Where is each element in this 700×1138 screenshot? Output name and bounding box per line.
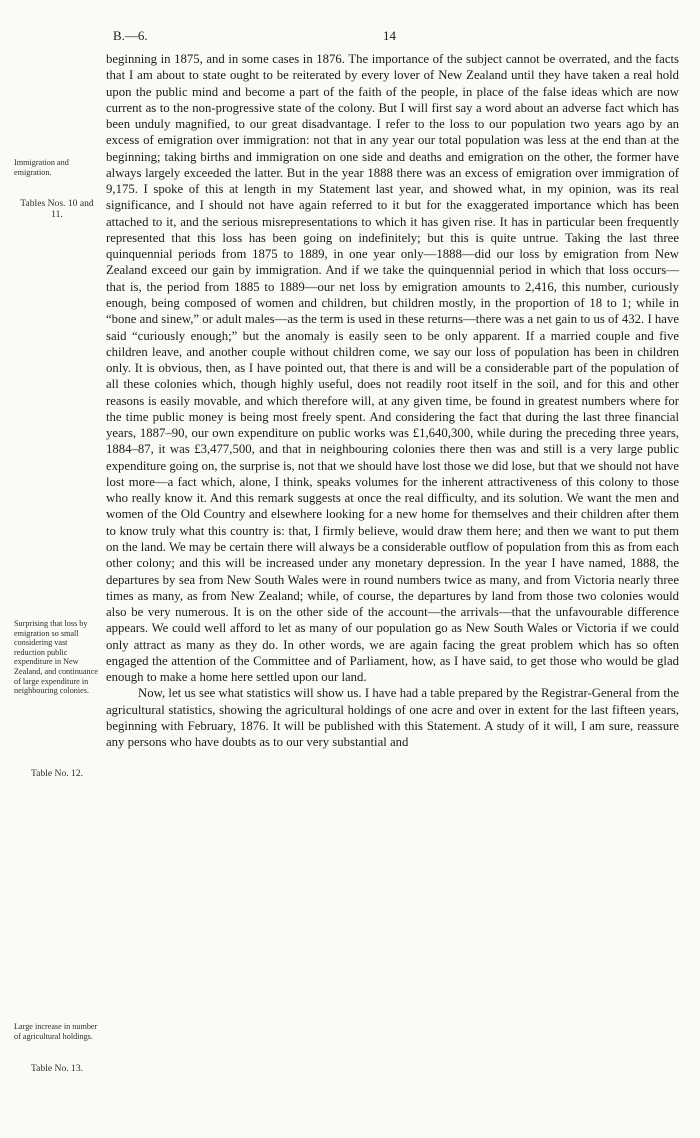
sidenote-table-13: Table No. 13. [30,1063,84,1074]
page-number: 14 [383,28,396,43]
paragraph-emigration: beginning in 1875, and in some cases in 1876. The importance of the subject cannot be overrated, and the facts that I am about to state ought to be reiterated by every lover of New Zealand until they have taken a real hold upon the public mind and become a part of the faith of the people, in place of the false ideas which are now current as to the non-progressive state of the colony. But I will first say a word about an adverse fact which has been unduly magnified, to our great disadvantage. I refer to the loss to our population two years ago by an excess of emigration over immigration: not that in any year our total population was less at the end than at the beginning; taking births and immigration on one side and deaths and emigration on the other, the former have always largely exceeded the latter. But in the year 1888 there was an excess of emigration over immigration of 9,175. I spoke of this at length in my Statement last year, and showed what, in my opinion, was its real significance, and I should not have again referred to it but for the exaggerated importance which has been attached to it, and the serious misrepresentations to which it has given rise. It has in particular been frequently represented that this loss has been going on indefinitely; but this is quite untrue. Taking the last three quinquennial periods from 1875 to 1889, in one year only—1888—did our loss by emigration from New Zealand exceed our gain by immigration. And if we take the quinquennial period in which that loss occurs—that is, the period from 1885 to 1889—our net loss by emigration amounts to 2,416, this number, curiously enough, being composed of women and children, but children mostly, in the proportion of 18 to 1; while in “bone and sinew,” or adult males—as the term is used in these returns—there was a net gain to us of 432. I have said “curiously enough;” but the anomaly is easily seen to be only apparent. If a married couple and five children leave, and another couple without children come, we say our loss of population has been in children only. It is obvious, then, as I have pointed out, that there is and will be a considerable part of the population of all these colonies which, though highly useful, does not readily root itself in the soil, and for this and other reasons is easily movable, and which therefore will, at any given time, be found in greatest numbers where for the time public money is being most freely spent. And considering the fact that during the last three financial years, 1887–90, our own expenditure on public works was £1,640,300, while during the preceding three years, 1884–87, it was £3,477,500, and that in neighbouring colonies there then was and still is a very large public expenditure going on, the surprise is, not that we should have lost those we did lose, but that we should not have lost more—a fact which, alone, I think, speaks volumes for the inherent attractiveness of this colony to those who really know it. And this remark suggests at once the real difficulty, and its solution. We want the men and women of the Old Country and elsewhere looking for a new home for themselves and their children after them to know truly what this country is: that, I firmly believe, would draw them here; and then we want to put them on the land. We may be certain there will always be a considerable outflow of population from this as from each other colony; and this will be increased under any monetary depression. In the year I have named, 1888, the departures by sea from New South Wales were in round numbers twice as many, and from Victoria nearly three times as many, as from New Zealand; while, of course, the departures by land from those two colonies would also be very numerous. It is on the other side of the account—the arrivals—that the unfavourable difference appears. We could well afford to let as many of our population go as New South Wales or Victoria if we could only attract as many as they do. In other words, we are again facing the great problem which has so often engaged the attention of the Committee and of Parliament, how, as I have said, to get those who would be glad enough to make a home here settled upon our land. [106,52,679,685]
page-header [0,28,700,48]
sidenote-table-12: Table No. 12. [30,768,84,779]
paragraph-statistics: Now, let us see what statistics will show us. I have had a table prepared by the Registrar-General from the agricultural statistics, showing the agricultural holdings of one acre and over in extent for the last fifteen years, beginning with February, 1876. It will be published with this Statement. A study of it will, I am sure, reassure any persons who have doubts as to our very substantial and [106,686,679,750]
body-text [106,51,679,750]
sidenote-immigration: Immigration and emigration. [14,158,69,177]
sidenote-surprising-loss: Surprising that loss by emigration so small considering vast reduction public expenditure in New Zealand, and continuance of large expenditure in neighbouring colonies. [14,619,98,696]
sidenote-tables-10-11: Tables Nos. 10 and 11. [20,198,94,220]
sidenote-agricultural-holdings: Large increase in number of agricultural holdings. [14,1022,98,1041]
document-reference: B.—6. [113,28,148,43]
